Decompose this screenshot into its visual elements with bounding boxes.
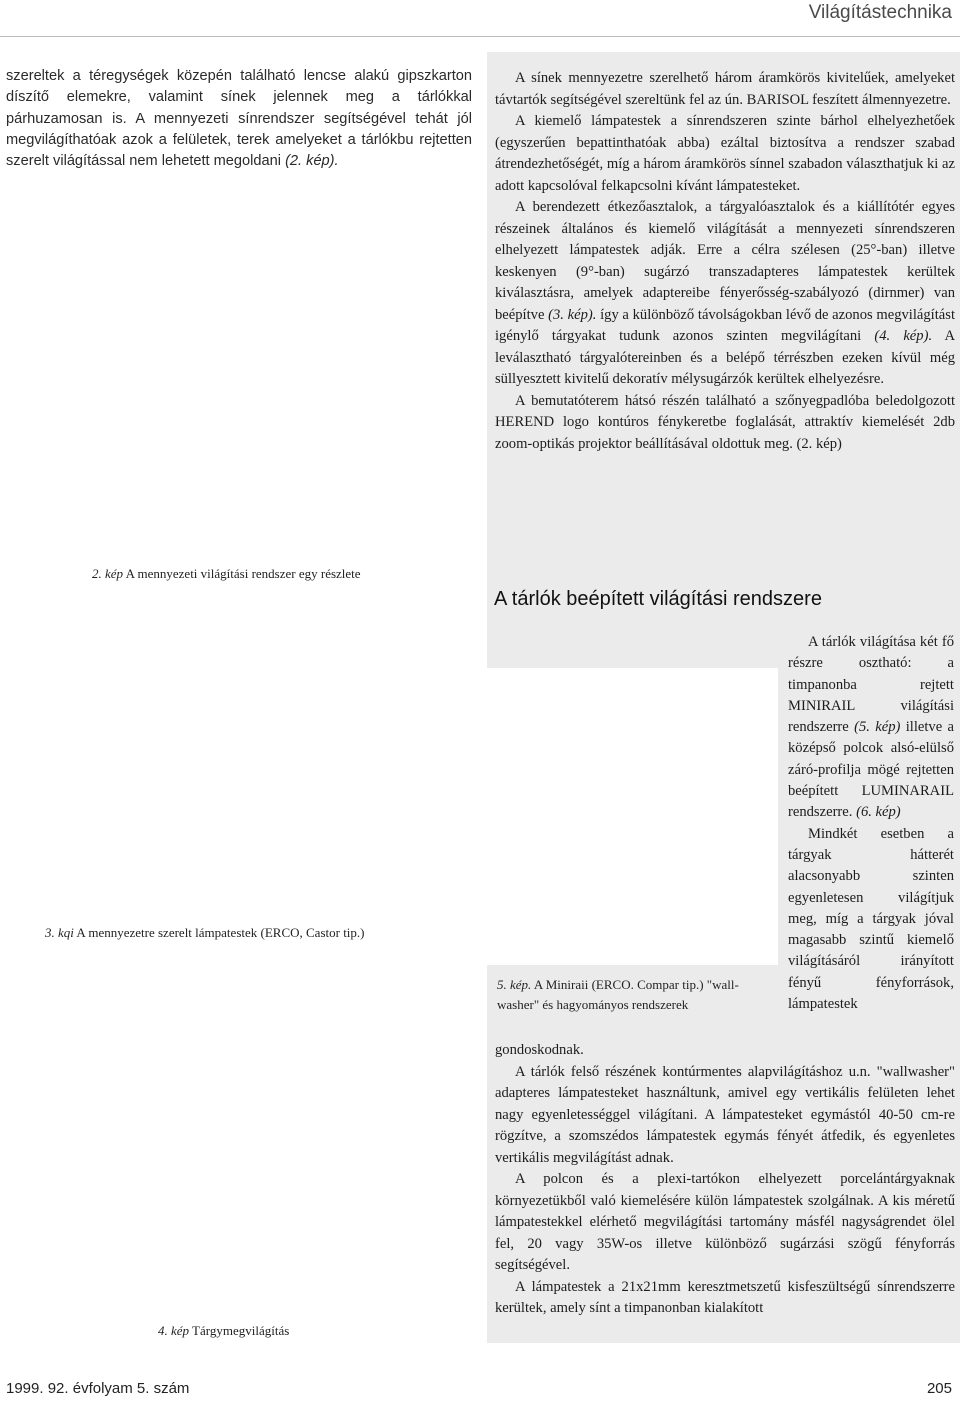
figure-2-caption <box>92 566 361 582</box>
figure-4-text: Tárgymegvilágítás <box>189 1323 290 1338</box>
section-title: A tárlók beépített világítási rendszere <box>494 588 822 610</box>
figure-2-number: 2. kép <box>92 566 124 581</box>
left-paragraph-ref: (2. kép). <box>285 153 339 170</box>
right-paragraph-2: A kiemelő lámpatestek a sínrendszeren szinte bárhol elhelyezhetőek (egyszerűen bepattinthatóak abba) ezáltal biztosítva a rendszer szabad átrendezhetőségét, míg a három áramkörös sínnel szabadon választhatjuk ki az adott kapcsolóval felkapcsolni kívánt lámpatesteket. <box>495 113 955 194</box>
header-divider <box>0 36 960 37</box>
right-paragraph-1: A sínek mennyezetre szerelhető három áramkörös kivitelűek, amelyeket távtartók segítségével szereltünk fel az ún. BARISOL feszített álmennyezetre. <box>495 70 955 108</box>
figure-3-text: A mennyezetre szerelt lámpatestek (ERCO, Castor tip.) <box>73 925 365 940</box>
figure-3-caption <box>45 925 365 941</box>
footer-page-number: 205 <box>926 1380 952 1397</box>
lower-paragraph-3: A lámpatestek a 21x21mm keresztmetszetű kisfeszültségű sínrendszerre kerültek, amely sínt a timpanonban kialakított <box>495 1278 955 1316</box>
narrow-paragraph-1 <box>788 632 954 824</box>
left-column-text <box>6 66 472 172</box>
narrow-column-text <box>788 632 954 1015</box>
figure-2-text: A mennyezeti világítási rendszer egy részlete <box>123 566 361 581</box>
figure-5-text: A Miniraii (ERCO. Compar tip.) "wall-washer" és hagyományos rendszerek <box>497 977 739 1012</box>
left-paragraph: szereltek a téregységek közepén található lencse alakú gipszkarton díszítő elemekre, valamint sínek jelennek meg a tárlókkal párhuzamosan is. A mennyezeti sínrendszer segítségével tehát jól megvilágíthatóak azok a felületek, terek amelyeket a tárlókbu rejtetten szerelt világítással nem lehetett megoldani <box>6 68 472 170</box>
figure-4-number: 4. kép <box>158 1323 190 1338</box>
figure-4-caption <box>158 1323 289 1339</box>
right-paragraph-4: A bemutatóterem hátsó részén található a szőnyegpadlóba beledolgozott HEREND logo kontúros fénykeretbe foglalását, attraktív kiemelését 2db zoom-optikás projektor beállításával oldottuk meg. (2. kép) <box>495 392 955 452</box>
right-paragraph-3-part-a: A berendezett étkezőasztalok, a tárgyalóasztalok és a kiállítótér egyes részeinek általános és kiemelő világítását a mennyezeti sínrendszeren elhelyezett lámpatestek adják. Erre a célra szélesen (25°-ban) illetve keskenyen (9°-ban) sugárzó transzadapteres lámpatestek kerültek kiválasztásra, amelyek adaptereibe fényerősség-szabályozó (dirnmer) van beépítve <box>495 199 955 323</box>
figure-5-number: 5. kép. <box>497 977 532 992</box>
paragraph-continuation: gondoskodnak. <box>495 1042 584 1058</box>
narrow-paragraph-1-ref-1: (5. kép) <box>854 719 901 736</box>
narrow-paragraph-2: Mindkét esetben a tárgyak hátterét alacsonyabb szinten egyenletesen világítjuk meg, míg a tárgyak jóval magasabb szintű kiemelő világításáról irányított fényű fényforrások, lámpatestek <box>788 825 954 1013</box>
lower-text <box>495 1040 955 1320</box>
footer-issue: 1999. 92. évfolyam 5. szám <box>6 1380 190 1397</box>
narrow-paragraph-1-part-b: illetve a középső polcok alsó-elülső záró-profilja mögé rejtetten beépített LUMINARAIL rendszerre. <box>788 719 954 821</box>
right-column-text <box>495 68 955 455</box>
narrow-paragraph-1-part-a: A tárlók világítása két fő részre osztható: a timpanonba rejtett MINIRAIL világítási rendszerre <box>788 634 954 736</box>
figure-3-number: 3. kqi <box>45 925 74 940</box>
right-paragraph-3-ref-1: (3. kép). <box>548 306 597 323</box>
lower-paragraph-1: A tárlók felső részének kontúrmentes alapvilágításhoz u.n. "wallwasher" adapteres lámpatesteket használtunk, amivel egy vertikális felületen lehet nagy egyenletességgel világítani. A lámpatesteket egymástól 40-50 cm-re rögzítve, a szomszédos lámpatestek egymás fényét átfedik, és egyenletes vertikális megvilágítást adnak. <box>495 1063 955 1166</box>
right-paragraph-3-ref-2: (4. kép). <box>874 328 933 344</box>
journal-title: Világítástechnika <box>808 2 952 23</box>
right-paragraph-3-part-b: így a különböző távolságokban lévő de azonos megvilágítást igénylő tárgyakat tudunk azonos szinten megvilágítani <box>495 306 956 344</box>
figure-5-caption <box>497 975 777 1015</box>
narrow-paragraph-1-ref-2: (6. kép) <box>856 804 901 821</box>
right-paragraph-3 <box>495 197 955 391</box>
right-paragraph-3-part-c: A leválasztható tárgyalótereinben és a belépő térrészben ezeken kívül még süllyesztett kivitelű dekoratív mélysugárzók kerültek elhelyezésre. <box>495 328 955 387</box>
lower-paragraph-2: A polcon és a plexi-tartókon elhelyezett porcelántárgyaknak környezetükből való kiemelésére külön lámpatestek szolgálnak. A kis méretű lámpatestekkel elérhető megvilágítási tartomány másfél nagyságrendet ölel fel, 20 vagy 35W-os illetve különböző sugárzási szögű fényforrás segítségével. <box>495 1171 955 1273</box>
